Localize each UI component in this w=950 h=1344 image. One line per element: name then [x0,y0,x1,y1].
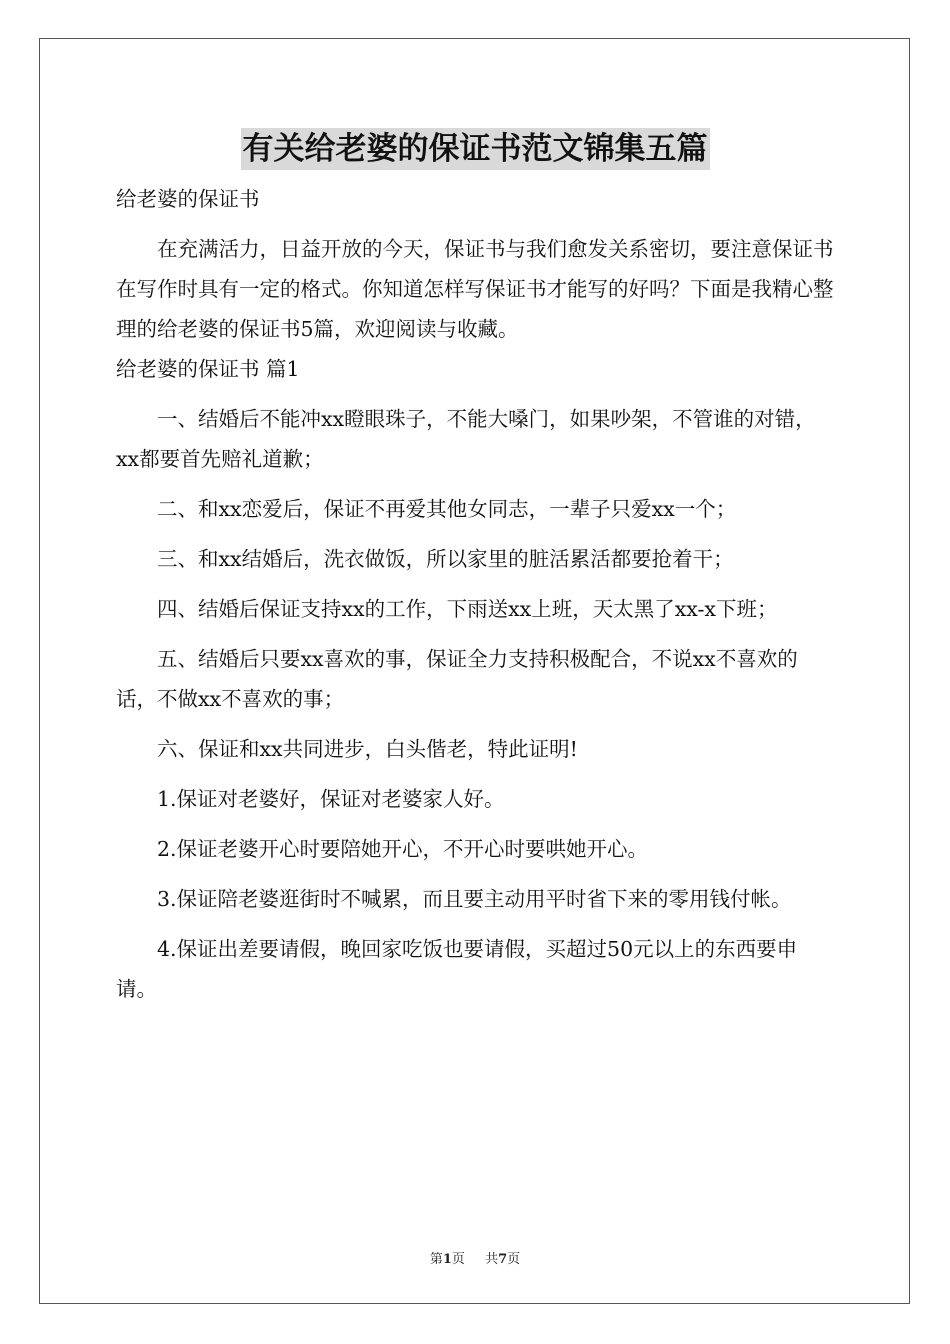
document-title: 有关给老婆的保证书范文锦集五篇 [241,128,710,170]
page-number: 第1页 [429,1252,465,1267]
numbered-item: 4.保证出差要请假，晚回家吃饭也要请假，买超过50元以上的东西要申请。 [116,937,798,1001]
numbered-item: 1.保证对老婆好，保证对老婆家人好。 [157,787,505,811]
pledge-paragraph: 一、结婚后不能冲xx瞪眼珠子，不能大嗓门，如果吵架，不管谁的对错，xx都要首先赔礼道歉； [116,407,816,471]
intro-paragraph: 在充满活力，日益开放的今天，保证书与我们愈发关系密切，要注意保证书在写作时具有一定的格式。你知道怎样写保证书才能写的好吗？下面是我精心整理的给老婆的保证书5篇，欢迎阅读与收藏。 [116,237,834,341]
pledge-paragraph: 五、结婚后只要xx喜欢的事，保证全力支持积极配合，不说xx不喜欢的话，不做xx不喜欢的事； [116,647,798,711]
title-container [0,128,950,170]
page-total: 共7页 [485,1252,521,1267]
pledge-paragraph: 三、和xx结婚后，洗衣做饭，所以家里的脏活累活都要抢着干； [157,547,734,571]
pledge-paragraph: 四、结婚后保证支持xx的工作，下雨送xx上班，天太黑了xx-x下班； [157,597,778,621]
pledge-paragraph: 二、和xx恋爱后，保证不再爱其他女同志，一辈子只爱xx一个； [157,497,737,521]
section-heading: 给老婆的保证书 篇1 [116,357,300,381]
numbered-item: 2.保证老婆开心时要陪她开心，不开心时要哄她开心。 [157,837,649,861]
numbered-item: 3.保证陪老婆逛街时不喊累，而且要主动用平时省下来的零用钱付帐。 [157,887,792,911]
pledge-paragraph: 六、保证和xx共同进步，白头偕老，特此证明! [157,737,578,761]
document-body [116,179,836,1009]
page-footer [0,1248,950,1267]
section-heading: 给老婆的保证书 [116,187,260,211]
